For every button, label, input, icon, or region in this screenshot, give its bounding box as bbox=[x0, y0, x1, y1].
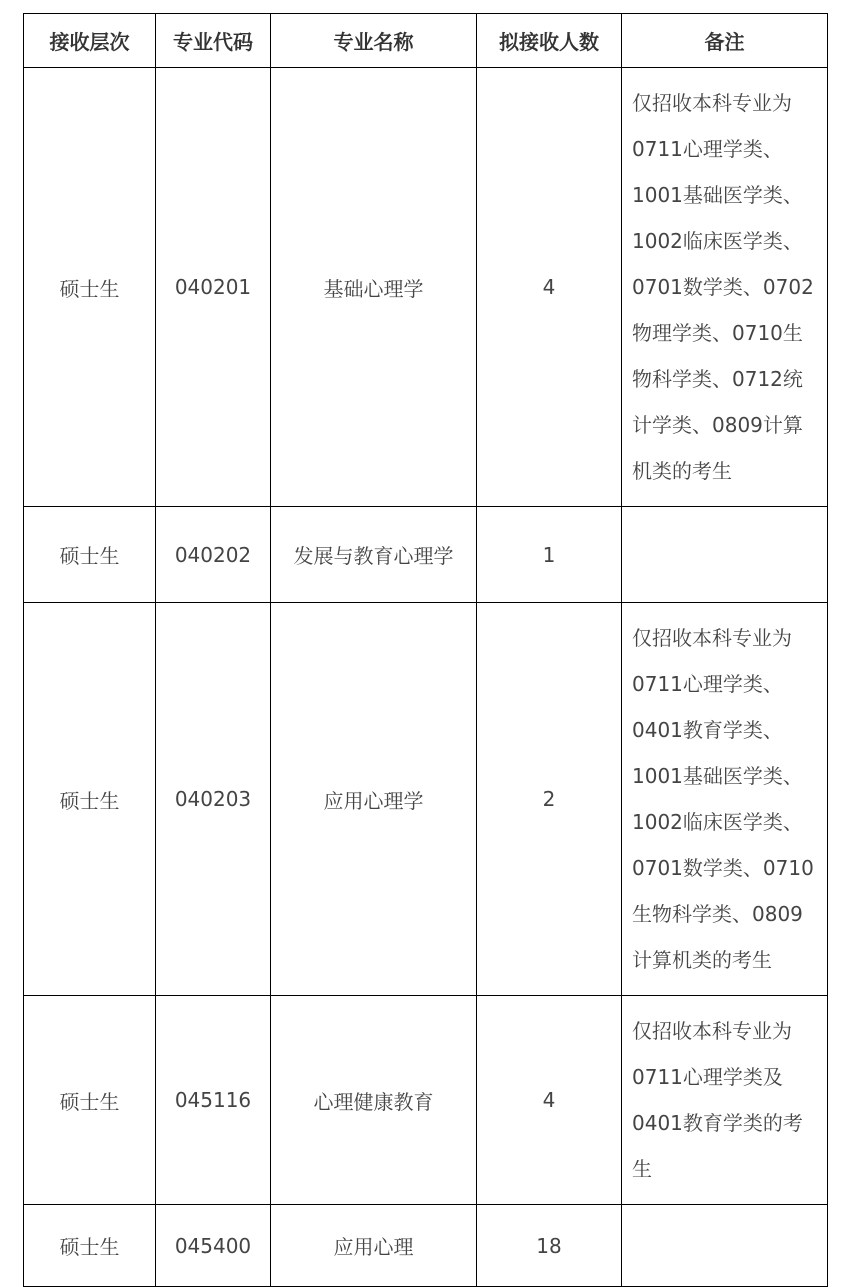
cell-level: 硕士生 bbox=[24, 996, 156, 1205]
remark-line: 1001基础医学类、 bbox=[632, 764, 803, 788]
table-row bbox=[24, 68, 828, 507]
remark-line: 生物科学类、0809 bbox=[632, 902, 803, 926]
header-code: 专业代码 bbox=[156, 14, 271, 68]
cell-code: 045400 bbox=[156, 1205, 271, 1287]
cell-name: 基础心理学 bbox=[271, 68, 477, 507]
cell-count: 4 bbox=[477, 996, 622, 1205]
admission-table bbox=[23, 13, 828, 1287]
cell-remark bbox=[622, 996, 828, 1205]
remark-line: 0711心理学类、 bbox=[632, 137, 783, 161]
header-remark: 备注 bbox=[622, 14, 828, 68]
cell-level: 硕士生 bbox=[24, 603, 156, 996]
remark-line: 0701数学类、0702 bbox=[632, 275, 814, 299]
remark-line: 机类的考生 bbox=[632, 459, 732, 483]
cell-count: 18 bbox=[477, 1205, 622, 1287]
cell-code: 040203 bbox=[156, 603, 271, 996]
cell-level: 硕士生 bbox=[24, 507, 156, 603]
remark-line: 仅招收本科专业为 bbox=[632, 1019, 792, 1043]
remark-line: 0701数学类、0710 bbox=[632, 856, 814, 880]
cell-name: 心理健康教育 bbox=[271, 996, 477, 1205]
header-count: 拟接收人数 bbox=[477, 14, 622, 68]
cell-code: 045116 bbox=[156, 996, 271, 1205]
remark-line: 0711心理学类及 bbox=[632, 1065, 783, 1089]
remark-line: 1001基础医学类、 bbox=[632, 183, 803, 207]
header-level: 接收层次 bbox=[24, 14, 156, 68]
cell-level: 硕士生 bbox=[24, 68, 156, 507]
table-row bbox=[24, 1205, 828, 1287]
remark-line: 1002临床医学类、 bbox=[632, 810, 803, 834]
remark-line: 0711心理学类、 bbox=[632, 672, 783, 696]
table-row bbox=[24, 507, 828, 603]
cell-remark bbox=[622, 68, 828, 507]
remark-line: 计学类、0809计算 bbox=[632, 413, 803, 437]
cell-code: 040202 bbox=[156, 507, 271, 603]
cell-name: 发展与教育心理学 bbox=[271, 507, 477, 603]
cell-level: 硕士生 bbox=[24, 1205, 156, 1287]
remark-line: 计算机类的考生 bbox=[632, 948, 772, 972]
cell-name: 应用心理 bbox=[271, 1205, 477, 1287]
remark-line: 生 bbox=[632, 1157, 652, 1181]
remark-line: 0401教育学类的考 bbox=[632, 1111, 803, 1135]
remark-line: 仅招收本科专业为 bbox=[632, 91, 792, 115]
remark-line: 1002临床医学类、 bbox=[632, 229, 803, 253]
cell-remark bbox=[622, 603, 828, 996]
remark-line: 0401教育学类、 bbox=[632, 718, 783, 742]
header-name: 专业名称 bbox=[271, 14, 477, 68]
cell-name: 应用心理学 bbox=[271, 603, 477, 996]
table-row bbox=[24, 603, 828, 996]
cell-count: 4 bbox=[477, 68, 622, 507]
remark-line: 物科学类、0712统 bbox=[632, 367, 803, 391]
table-row bbox=[24, 996, 828, 1205]
remark-line: 物理学类、0710生 bbox=[632, 321, 803, 345]
cell-count: 2 bbox=[477, 603, 622, 996]
cell-remark bbox=[622, 507, 828, 603]
remark-line: 仅招收本科专业为 bbox=[632, 626, 792, 650]
cell-code: 040201 bbox=[156, 68, 271, 507]
table-header-row bbox=[24, 14, 828, 68]
cell-remark bbox=[622, 1205, 828, 1287]
cell-count: 1 bbox=[477, 507, 622, 603]
